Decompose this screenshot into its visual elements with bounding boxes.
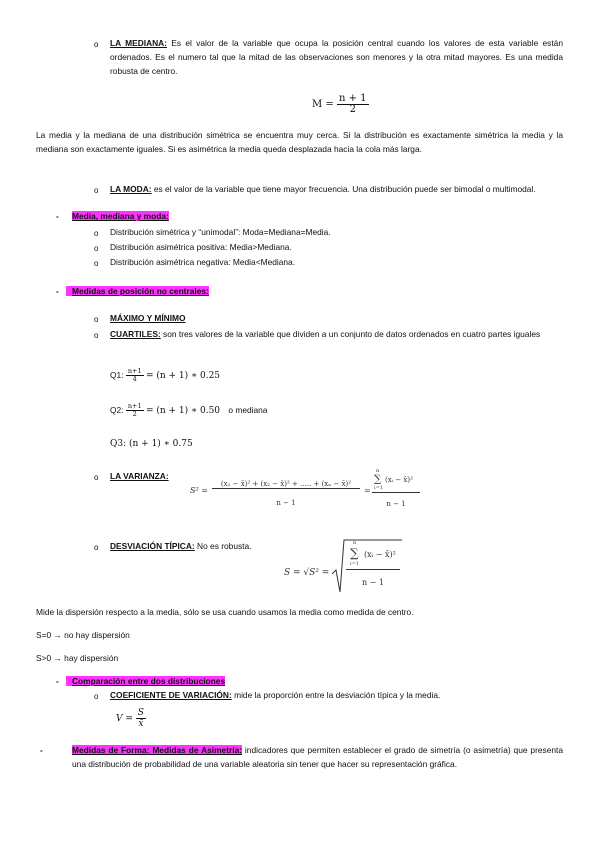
varianza-term: LA VARIANZA:: [110, 471, 169, 481]
q2-rhs: = (n + 1) ∗ 0.50: [145, 406, 221, 416]
bullet-icon: o: [94, 692, 99, 701]
bullet-icon: o: [94, 229, 99, 238]
formula-numerator: n+1: [127, 367, 142, 376]
formula-numerator: n + 1: [338, 93, 367, 104]
bullet-icon: o: [94, 40, 99, 49]
q2-formula: [110, 403, 267, 418]
sum-body: (xᵢ − x̄)²: [385, 476, 413, 484]
highlighted-title: Media, mediana y moda:: [72, 211, 169, 221]
section-title-posicion: [66, 284, 209, 298]
formula-numerator: (x₁ − x̄)² + (x₂ − x̄)² + ..... + (xₙ − x̄)²: [212, 480, 360, 489]
formula-denominator: n − 1: [372, 492, 420, 508]
formula-denominator: x̄: [138, 719, 144, 729]
sum-upper: n: [353, 540, 357, 546]
bullet-icon: o: [94, 259, 99, 268]
bullet-icon: o: [94, 186, 99, 195]
sum-lower: i=1: [350, 561, 359, 567]
mediana-text: Es el valor de la variable que ocupa la posición central cuando los valores de esta variable están ordenados. Es el numero tal que la mitad de las observaciones son menores y la otra mitad mayores. Es una medida robusta de centro.: [110, 38, 563, 76]
s-zero-line: S=0 → no hay dispersión: [36, 630, 130, 640]
sqrt-icon: [332, 538, 404, 596]
cv-formula: [116, 708, 146, 729]
desviacion-formula: [284, 538, 404, 596]
section-title-media-mediana-moda: [72, 209, 169, 223]
dash-icon: -: [56, 286, 59, 296]
dash-icon: -: [40, 745, 43, 755]
q1-formula: [110, 368, 220, 383]
maxmin-heading: [110, 311, 186, 325]
formula-denominator: 4: [132, 375, 137, 384]
cv-term: COEFICIENTE DE VARIACIÓN:: [110, 690, 232, 700]
dash-icon: -: [56, 211, 59, 221]
mediana-paragraph: [110, 36, 563, 78]
highlighted-title: Medidas de Forma: Medidas de Asimetría:: [72, 745, 243, 755]
bullet-icon: o: [94, 543, 99, 552]
formula-denominator: n − 1: [276, 499, 296, 507]
forma-text: indicadores que permiten establecer el grado de simetría (o asimetría) que presenta una distribución de probabilidad de una variable aleatoria sin tener que hacer su representación gráfica.: [72, 745, 564, 769]
cuartiles-paragraph: [110, 327, 563, 341]
moda-term: LA MODA:: [110, 184, 152, 194]
list-item: Distribución asimétrica negativa: Media<Mediana.: [110, 257, 296, 267]
maxmin-term: MÁXIMO Y MÍNIMO: [110, 313, 186, 323]
desviacion-term: DESVIACIÓN TÍPICA:: [110, 541, 195, 551]
dispersion-paragraph: Mide la dispersión respecto a la media, sólo se usa cuando usamos la media como medida de centro.: [36, 607, 414, 617]
formula-lhs: S² =: [190, 486, 208, 495]
formula-denominator: n − 1: [346, 569, 400, 587]
formula-lhs: M =: [312, 99, 334, 110]
forma-paragraph: [72, 743, 563, 771]
bullet-icon: o: [94, 473, 99, 482]
moda-text: es el valor de la variable que tiene mayor frecuencia. Una distribución puede ser bimodal o multimodal.: [151, 184, 536, 194]
mediana-formula: [312, 94, 369, 115]
bullet-icon: o: [94, 315, 99, 324]
sum-lower: i=1: [374, 485, 383, 491]
q2-suffix: o mediana: [228, 405, 268, 415]
desviacion-paragraph: [110, 539, 251, 553]
formula-denominator: 2: [132, 410, 137, 419]
list-item: Distribución asimétrica positiva: Media>Mediana.: [110, 242, 292, 252]
cv-text: mide la proporción entre la desviación típica y la media.: [231, 690, 441, 700]
moda-paragraph: [110, 182, 563, 196]
formula-denominator: 2: [349, 104, 356, 115]
media-mediana-paragraph: La media y la mediana de una distribución simétrica se encuentra muy cerca. Si la distribución es exactamente simétrica la media y la mediana son exactamente iguales. Si es asimétrica la media queda desplazada hacia la cola más larga.: [36, 130, 563, 154]
list-item: Distribución simétrica y “unimodal”: Moda=Mediana=Media.: [110, 227, 331, 237]
cv-paragraph: [110, 688, 440, 702]
varianza-formula: [190, 468, 420, 514]
mediana-term: LA MEDIANA:: [110, 38, 168, 48]
formula-lhs: S = √S² =: [284, 568, 330, 578]
bullet-icon: o: [94, 331, 99, 340]
q1-label: Q1:: [110, 370, 124, 380]
cuartiles-text: son tres valores de la variable que dividen a un conjunto de datos ordenados en cuatro partes iguales: [160, 329, 541, 339]
sum-symbol: ∑: [374, 474, 382, 485]
bullet-icon: o: [94, 244, 99, 253]
cuartiles-term: CUARTILES:: [110, 329, 161, 339]
formula-equals: =: [364, 486, 371, 495]
sum-body: (xᵢ − x̄)²: [364, 550, 396, 559]
dash-icon: -: [56, 676, 59, 686]
sum-symbol: ∑: [350, 546, 359, 560]
highlighted-title: Medidas de posición no centrales:: [66, 286, 209, 296]
formula-numerator: S: [137, 708, 144, 718]
desviacion-text: No es robusta.: [194, 541, 252, 551]
q2-label: Q2:: [110, 405, 124, 415]
highlighted-title: Comparación entre dos distribuciones: [66, 676, 225, 686]
q3-formula: Q3: (n + 1) ∗ 0.75: [110, 439, 193, 449]
varianza-heading: [110, 469, 169, 483]
formula-lhs: V =: [116, 714, 133, 724]
sum-upper: n: [376, 468, 380, 474]
q1-rhs: = (n + 1) ∗ 0.25: [145, 371, 221, 381]
s-positive-line: S>0 → hay dispersión: [36, 653, 119, 663]
formula-numerator: n+1: [127, 402, 142, 411]
section-title-comparacion: [66, 674, 225, 688]
